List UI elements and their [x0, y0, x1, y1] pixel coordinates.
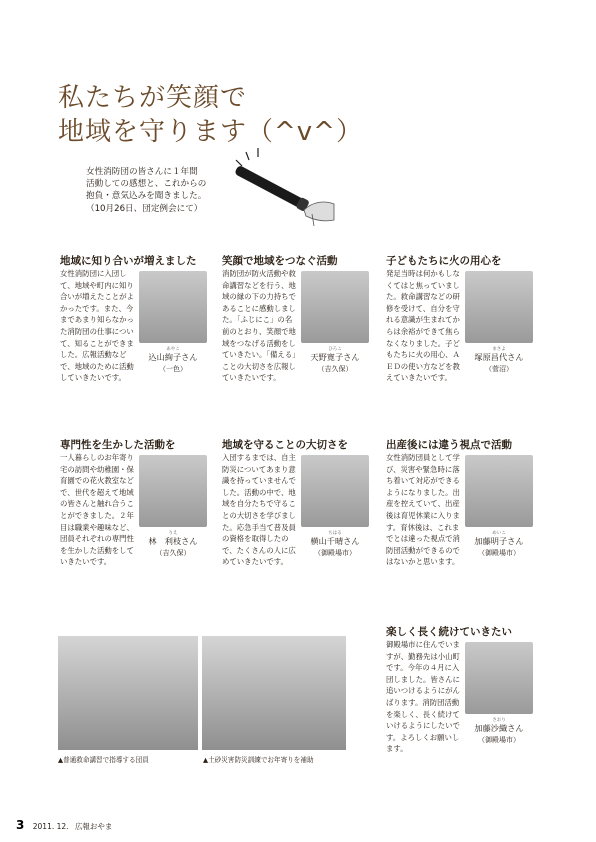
member-affiliation: （御殿場市） — [478, 549, 520, 557]
section-body: 入団するまでは、自主防災についてあまり意識を持っていませんでした。活動の中で、地域を自分たちで守ることの大切さを学びました。応急手当て普及員の資格を取得したので、たくさんの人に広めていきたいです。 — [222, 453, 296, 567]
page-title-line-1: 私たちが笑顔で — [58, 83, 248, 113]
member-name: 林 利枝さん — [148, 536, 198, 546]
first-aid-training-photo — [58, 636, 198, 750]
member-name: 込山絢子さん — [148, 352, 198, 362]
portrait-photo — [139, 271, 207, 343]
member-affiliation: （御殿場市） — [314, 549, 356, 557]
member-affiliation: （吉久保） — [155, 549, 191, 557]
member-name: 加藤明子さん — [474, 536, 524, 546]
name-ruby: さおり — [492, 718, 506, 723]
microphone-illustration — [226, 146, 336, 236]
portrait-photo — [465, 271, 533, 343]
section-body: 発足当時は何かもしなくてはと焦っていました。救命講習などの研修を受けて、自分を守れる意識が生まれてからは余裕ができて焦らなくなりました。子どもたちに火の用心、ＡＥＤの使い方などを教えていきたいです。 — [386, 269, 460, 383]
intro-line: 女性消防団の皆さんに１年間 — [86, 167, 198, 177]
member-name: 横山千晴さん — [310, 536, 360, 546]
member-affiliation: （御殿場市） — [478, 736, 520, 744]
member-name: 天野寛子さん — [310, 352, 360, 362]
section-body: 女性消防団員として学び、災害や緊急時に落ち着いて対応ができるようになりました。出産を控えていて、出産後は育児休業に入ります。育休後は、これまでとは違った視点で消防団活動ができるのではないかと思います。 — [386, 453, 460, 567]
portrait-photo — [301, 455, 369, 527]
member-affiliation: （一色） — [159, 365, 187, 373]
intro-text — [86, 166, 226, 215]
section-title: 地域に知り合いが増えました — [60, 255, 197, 267]
name-ruby: りえ — [168, 531, 178, 536]
publication-name: 広報おやま — [74, 822, 113, 831]
member-affiliation: （菅沼） — [485, 365, 513, 373]
portrait-photo — [465, 455, 533, 527]
section-body: 御殿場市に住んでいますが、勤務先は小山町です。今年の４月に入団しました。皆さんに追いつけるようにがんばります。消防団活動を楽しく、長く続けていけるようにしたいです。よろしくお願いします。 — [386, 640, 460, 754]
member-affiliation: （吉久保） — [317, 365, 353, 373]
name-ruby: めいこ — [492, 531, 506, 536]
portrait-photo — [465, 642, 533, 714]
section-title: 出産後には違う視点で活動 — [386, 439, 512, 451]
name-ruby: ひろこ — [328, 347, 342, 352]
section-title: 専門性を生かした活動を — [60, 439, 176, 451]
issue-date: 2011. 12. — [32, 822, 69, 831]
name-ruby: ちはる — [328, 531, 342, 536]
section-body: 一人暮らしのお年寄り宅の訪問や幼稚園・保育園での花火教室などで、世代を超えて地域の皆さんと触れ合うことができました。２年目は職業や趣味など、団員それぞれの専門性を生かした活動をしていきたいです。 — [60, 453, 134, 567]
member-name: 塚原昌代さん — [474, 352, 524, 362]
name-ruby: あやこ — [166, 347, 180, 352]
portrait-photo — [139, 455, 207, 527]
photo-caption: ▲普通救命講習で指導する団員 — [58, 756, 149, 764]
disaster-drill-photo — [202, 636, 346, 750]
section-body: 女性消防団に入団して、地域や町内に知り合いが増えたことがよかったです。また、今まであまり知らなかった消防団の仕事について、知ることができました。広報活動などで、地域のために活動していきたいです。 — [60, 269, 134, 383]
section-title: 楽しく長く続けていきたい — [386, 626, 512, 638]
name-ruby: まさよ — [492, 347, 506, 352]
microphone-body — [234, 165, 304, 209]
intro-line: 活動しての感想と、これからの — [86, 179, 207, 190]
section-title: 地域を守ることの大切さを — [222, 439, 348, 451]
page-number: 3 — [16, 818, 25, 832]
page-footer — [16, 818, 112, 832]
section-title: 笑顔で地域をつなぐ活動 — [222, 255, 338, 267]
page-title-line-2: 地域を守ります（^v^） — [58, 117, 363, 147]
intro-line: 抱負・意気込みを聞きました。 — [86, 191, 207, 202]
member-name: 加藤沙織さん — [474, 723, 524, 733]
section-title: 子どもたちに火の用心を — [386, 255, 502, 267]
intro-line: （10月26日、団定例会にて） — [86, 203, 203, 214]
section-body: 消防団が防火活動や救命講習などを行う、地域の縁の下の力持ちであることに感動しました。「ふじにこ」の名前のとおり、笑顔で地域をつなげる活動をしていきたい。「備える」ことの大切さを広報していきたいです。 — [222, 269, 296, 383]
sparkle-lines — [236, 148, 258, 166]
photo-caption: ▲土砂災害防災訓練でお年寄りを補助 — [203, 756, 314, 764]
portrait-photo — [301, 271, 369, 343]
hand-shape — [304, 202, 334, 221]
